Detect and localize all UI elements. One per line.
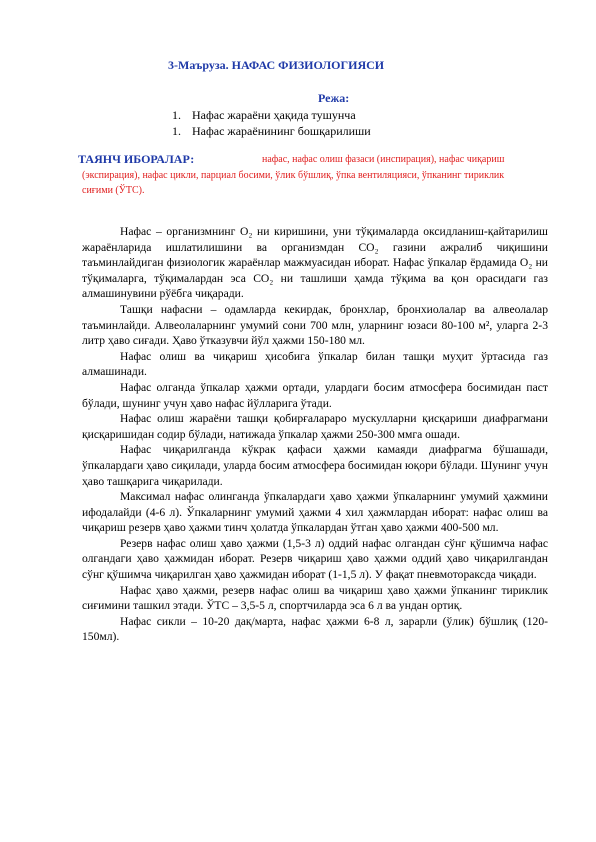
plan-item-text: Нафас жараёни ҳақида тушунча [192,108,356,122]
paragraph: Нафас чиқарилганда кўкрак қафаси ҳажми камаяди диафрагма бўшашади, ўпкалардаги ҳаво сиқилади, уларда босим атмосфера босимидан юқори бўлади. Шунинг учун ҳаво ташқарига чиқарилади. [82,443,548,488]
lecture-body [82,224,548,645]
paragraph: Нафас сикли – 10-20 дақ/марта, нафас ҳажми 6-8 л, зарарли (ўлик) бўшлиқ (120-150мл). [82,614,548,644]
paragraph: Нафас олиш ва чиқариш ҳисобига ўпкалар билан ташқи муҳит ўртасида газ алмашинади. [82,349,548,379]
plan-item [172,123,371,139]
paragraph: Резерв нафас олиш ҳаво ҳажми (1,5-3 л) оддий нафас олгандан сўнг қўшимча нафас олгандаги ҳаво ҳажмидан иборат. Резерв чиқариш ҳаво ҳажми оддий ҳаво чиқарилгандан сўнг қўшимча чиқарилган ҳаво ҳажмидан иборат (1-1,5 л). У фақат пневмотораксда чиқади. [82,536,548,582]
paragraph: Ташқи нафасни – одамларда кекирдак, бронхлар, бронхиолалар ва алвеолалар таъминлайди. Алвеолаларнинг умумий сони 700 млн, уларнинг юзаси 80-100 м², уларга 2-3 литр ҳаво сиғади. Ҳаво ўтказувчи йўл ҳажми 150-180 мл. [82,302,548,348]
plan-item-number: 1. [172,124,181,138]
plan-item [172,107,371,123]
plan-list [172,107,371,139]
paragraph: Нафас ҳаво ҳажми, резерв нафас олиш ва чиқариш ҳаво ҳажми ўпканинг тириклик сиғимини ташкил этади. ЎТС – 3,5-5 л, спортчиларда эса 6 л ва ундан ортиқ. [82,583,548,613]
key-terms-label: ТАЯНЧ ИБОРАЛАР: [78,152,195,166]
plan-item-text: Нафас жараёнининг бошқарилиши [192,124,371,138]
key-terms-text: нафас, нафас олиш фазаси (инспирация), нафас чиқариш (экспирация), нафас цикли, парциал босими, ўлик бўшлиқ, ўпка вентиляцияси, ўпканинг тириклик сиғими (ЎТС). [82,154,505,196]
paragraph: Нафас олиш жараёни ташқи қобирғалараро мускулларни қисқариши диафрагмани қисқаришидан содир бўлади, натижада ўпкалар ҳажми 250-300 ммга ошади. [82,412,548,441]
lecture-title: 3-Маъруза. НАФАС ФИЗИОЛОГИЯСИ [168,58,385,72]
paragraph: Максимал нафас олинганда ўпкалардаги ҳаво ҳажми ўпкаларнинг умумий ҳажмини ифодалайди (4-6 л). Ўпкаларнинг умумий ҳажми 4 хил ҳажмлардан иборат: нафас олиш ва чиқариш резерв ҳаво ҳажми тинч ҳолатда ўпкалардан ўтган ҳаво ҳажми 400-500 мл. [82,490,548,535]
paragraph: Нафас – организмнинг O₂ ни киришини, уни тўқималарда оксидланиш-қайтарилиш жараёнларида ишлатилишини ва организмдан СO₂ газини ажралиб чиқишини таъминлайдиган физиологик жараёнлар мажмуасидан иборат. Нафас ўпкалар ёрдамида O₂ ни тўқималарга, тўқималардан эса СO₂ ни ташлиши ҳамда тўқима ва қон орасидаги газ алмашинувини рўёбга чиқаради. [82,225,548,301]
paragraph: Нафас олганда ўпкалар ҳажми ортади, улардаги босим атмосфера босимидан паст бўлади, шунинг учун ҳаво нафас йўлларига ўтади. [82,380,548,410]
plan-heading: Режа: [318,91,350,105]
plan-item-number: 1. [172,108,181,122]
key-terms-block [78,152,534,199]
